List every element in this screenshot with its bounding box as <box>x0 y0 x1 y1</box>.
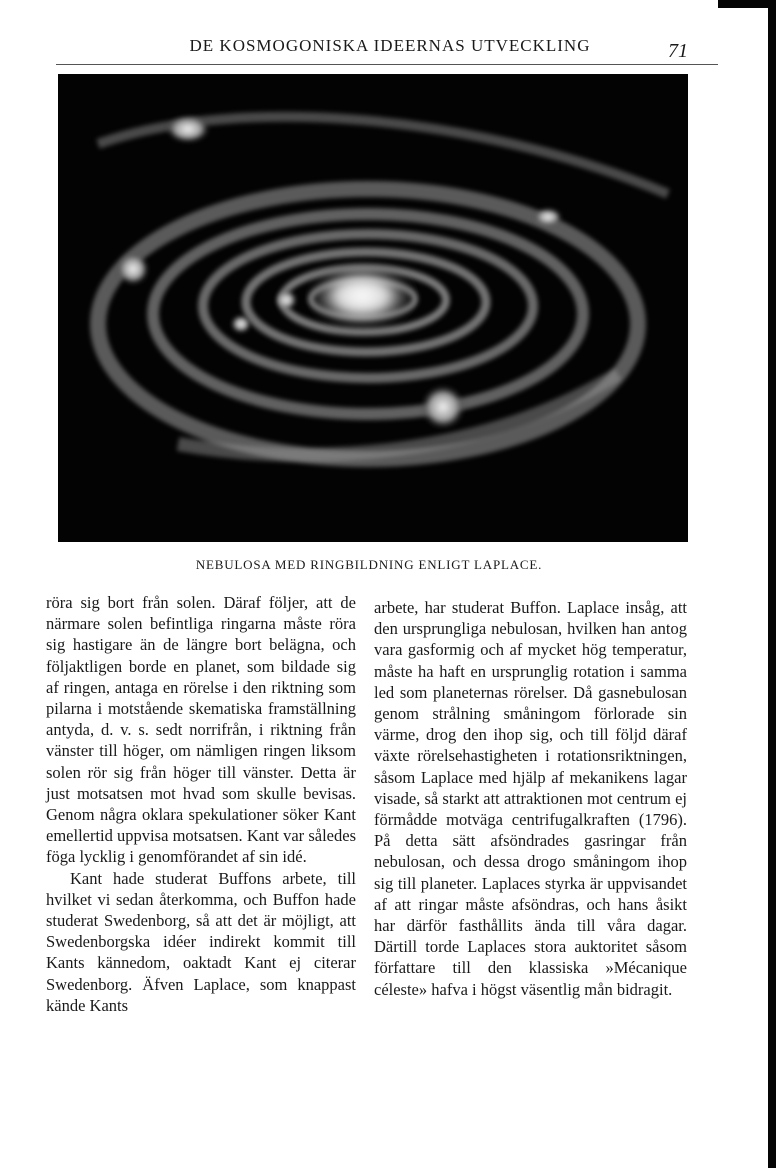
scan-edge-top <box>718 0 776 8</box>
scan-edge-right <box>768 0 776 1168</box>
left-paragraph-2: Kant hade studerat Buffons arbete, till hvilket vi sedan återkomma, och Buffon hade studerat Swedenborg, så att det är möjligt, att Swedenborgska idéer indirekt kommit till Kants kännedom, oaktadt Kant ej citerar Swedenborg. Äfven Laplace, som knappast kände Kants <box>46 868 356 1015</box>
text-column-right <box>374 597 687 1000</box>
header-rule <box>56 64 718 65</box>
running-head: DE KOSMOGONISKA IDEERNAS UTVECKLING <box>189 36 591 55</box>
left-paragraph-1: röra sig bort från solen. Däraf följer, att de närmare solen befintliga ringarna måste röra sig hastigare än de längre bort belägna, och följaktligen borde en planet, som bildade sig af ringen, antaga en rörelse i den riktning som pilarna i motstående skematiska framställning antyda, d. v. s. sedt norrifrån, i riktning från vänster till höger, om nämligen ringen liksom solen rör sig från höger till vänster. Detta är just motsatsen mot hvad som skulle bevisas. Genom några oklara spekulationer söker Kant emellertid uppvisa motsatsen. Kant var således föga lycklig i genomförandet af sin idé. <box>46 593 356 867</box>
nebula-illustration <box>58 74 688 542</box>
page-number: 71 <box>668 40 688 62</box>
text-column-left <box>46 592 356 1016</box>
nebula-drawing <box>58 74 688 542</box>
figure-caption: NEBULOSA MED RINGBILDNING ENLIGT LAPLACE. <box>195 557 543 572</box>
right-paragraph-1: arbete, har studerat Buffon. Laplace insåg, att den ursprungliga nebulosan, hvilken han antog vara gasformig och af mycket hög temperatur, måste ha haft en ursprunglig rotation i samma led som planeternas rörelser. Då gasnebulosan genom strålning småningom förlorade sin värme, drog den ihop sig, och till följd däraf växte rörelsehastigheten i rotationsriktningen, såsom Laplace med hjälp af mekanikens lagar visade, så starkt att attraktionen mot centrum ej förmådde motväga centrifugalkraften (1796). På detta sätt afsöndrades gasringar från nebulosan, och dessa drogo småningom ihop sig till planeter. Laplaces styrka är uppvisandet af att ringar måste afsöndras, och hans åsikt har därför fasthållits ända till våra dagar. Därtill torde Laplaces stora auktoritet såsom författare till den klassiska »Mécanique céleste» hafva i högst väsentlig mån bidragit. <box>374 598 687 999</box>
